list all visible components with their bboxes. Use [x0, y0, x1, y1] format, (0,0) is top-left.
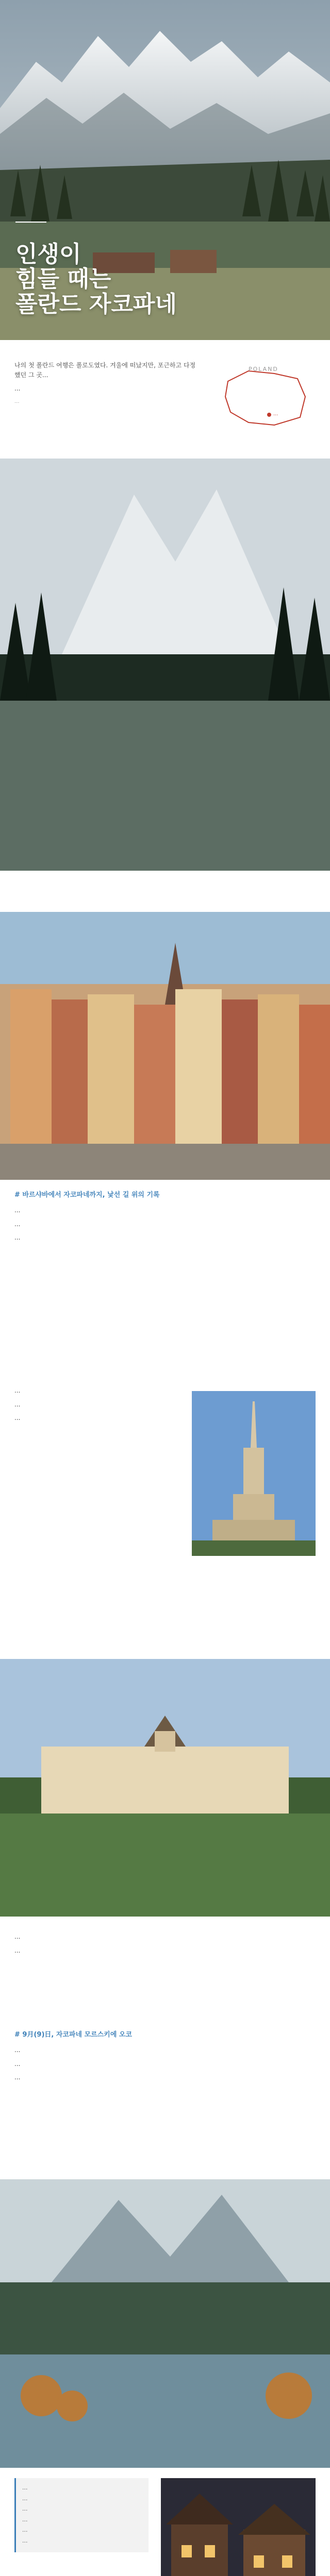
section1b — [0, 1386, 330, 1643]
section1b-paragraph: ... — [14, 1400, 21, 1408]
info-box-wrap — [0, 2478, 163, 2552]
morskie-oko-photo — [0, 2179, 330, 2468]
section1-heading: # 바르샤바에서 자코파네까지, 낯선 길 위의 기록 — [14, 1191, 160, 1199]
hero-divider — [15, 222, 46, 223]
info-item: ... — [22, 2484, 28, 2491]
section1c — [0, 1932, 330, 2025]
map-city-label: ... — [273, 411, 278, 417]
section1b-paragraph: ... — [14, 1414, 21, 1422]
hero-title-line3: 폴란드 자코파네 — [15, 291, 177, 317]
intro-section — [0, 350, 330, 453]
section2-paragraph: ... — [14, 2060, 21, 2067]
hero-title — [15, 242, 177, 317]
info-box — [14, 2478, 148, 2552]
poland-map — [212, 361, 316, 433]
palace-of-culture-image — [192, 1391, 316, 1556]
lake-photo — [0, 459, 330, 871]
info-section — [0, 2478, 330, 2576]
intro-paragraph: 나의 첫 폴란드 여행은 폴로도였다. 겨울에 떠났지만, 포근하고 다정했던 그 곳... — [14, 362, 196, 379]
info-item: ... — [22, 2505, 28, 2513]
info-item: ... — [22, 2537, 28, 2544]
section1 — [0, 1190, 330, 1376]
hero-title-line1: 인생이 — [15, 241, 81, 267]
intro-paragraph: ... — [14, 385, 21, 393]
info-item: ... — [22, 2495, 28, 2502]
map-country-label: POLAND — [249, 366, 278, 372]
section2-paragraph: ... — [14, 2074, 21, 2081]
morskie-oko-image — [0, 2179, 330, 2468]
old-town-photo — [0, 912, 330, 1180]
palace-photo — [0, 1659, 330, 1917]
section1-paragraph: ... — [14, 1207, 21, 1214]
info-item: ... — [22, 2516, 28, 2523]
intro-text — [0, 350, 214, 405]
hero-photo — [0, 0, 330, 340]
section2-heading: # 9月(9)日, 자코파네 모르스키에 오코 — [14, 2031, 133, 2039]
section1-paragraph: ... — [14, 1234, 21, 1242]
hero-title-line2: 힘들 때는 — [15, 266, 111, 293]
section2 — [0, 2030, 330, 2174]
section2-paragraph: ... — [14, 2046, 21, 2054]
street-photo — [161, 2478, 316, 2576]
photo-credit: ... — [14, 398, 20, 404]
section1-paragraph: ... — [14, 1220, 21, 1228]
info-item: ... — [22, 2527, 28, 2534]
tower-photo — [192, 1391, 316, 1556]
old-town-image — [0, 912, 330, 1180]
section1c-paragraph: ... — [14, 1933, 21, 1940]
section1c-paragraph: ... — [14, 1946, 21, 1954]
lake-landscape-image — [0, 459, 330, 871]
section1b-paragraph: ... — [14, 1387, 21, 1394]
zakopane-street-image — [161, 2478, 316, 2576]
wilanow-palace-image — [0, 1659, 330, 1917]
section1b-text — [0, 1386, 204, 1423]
